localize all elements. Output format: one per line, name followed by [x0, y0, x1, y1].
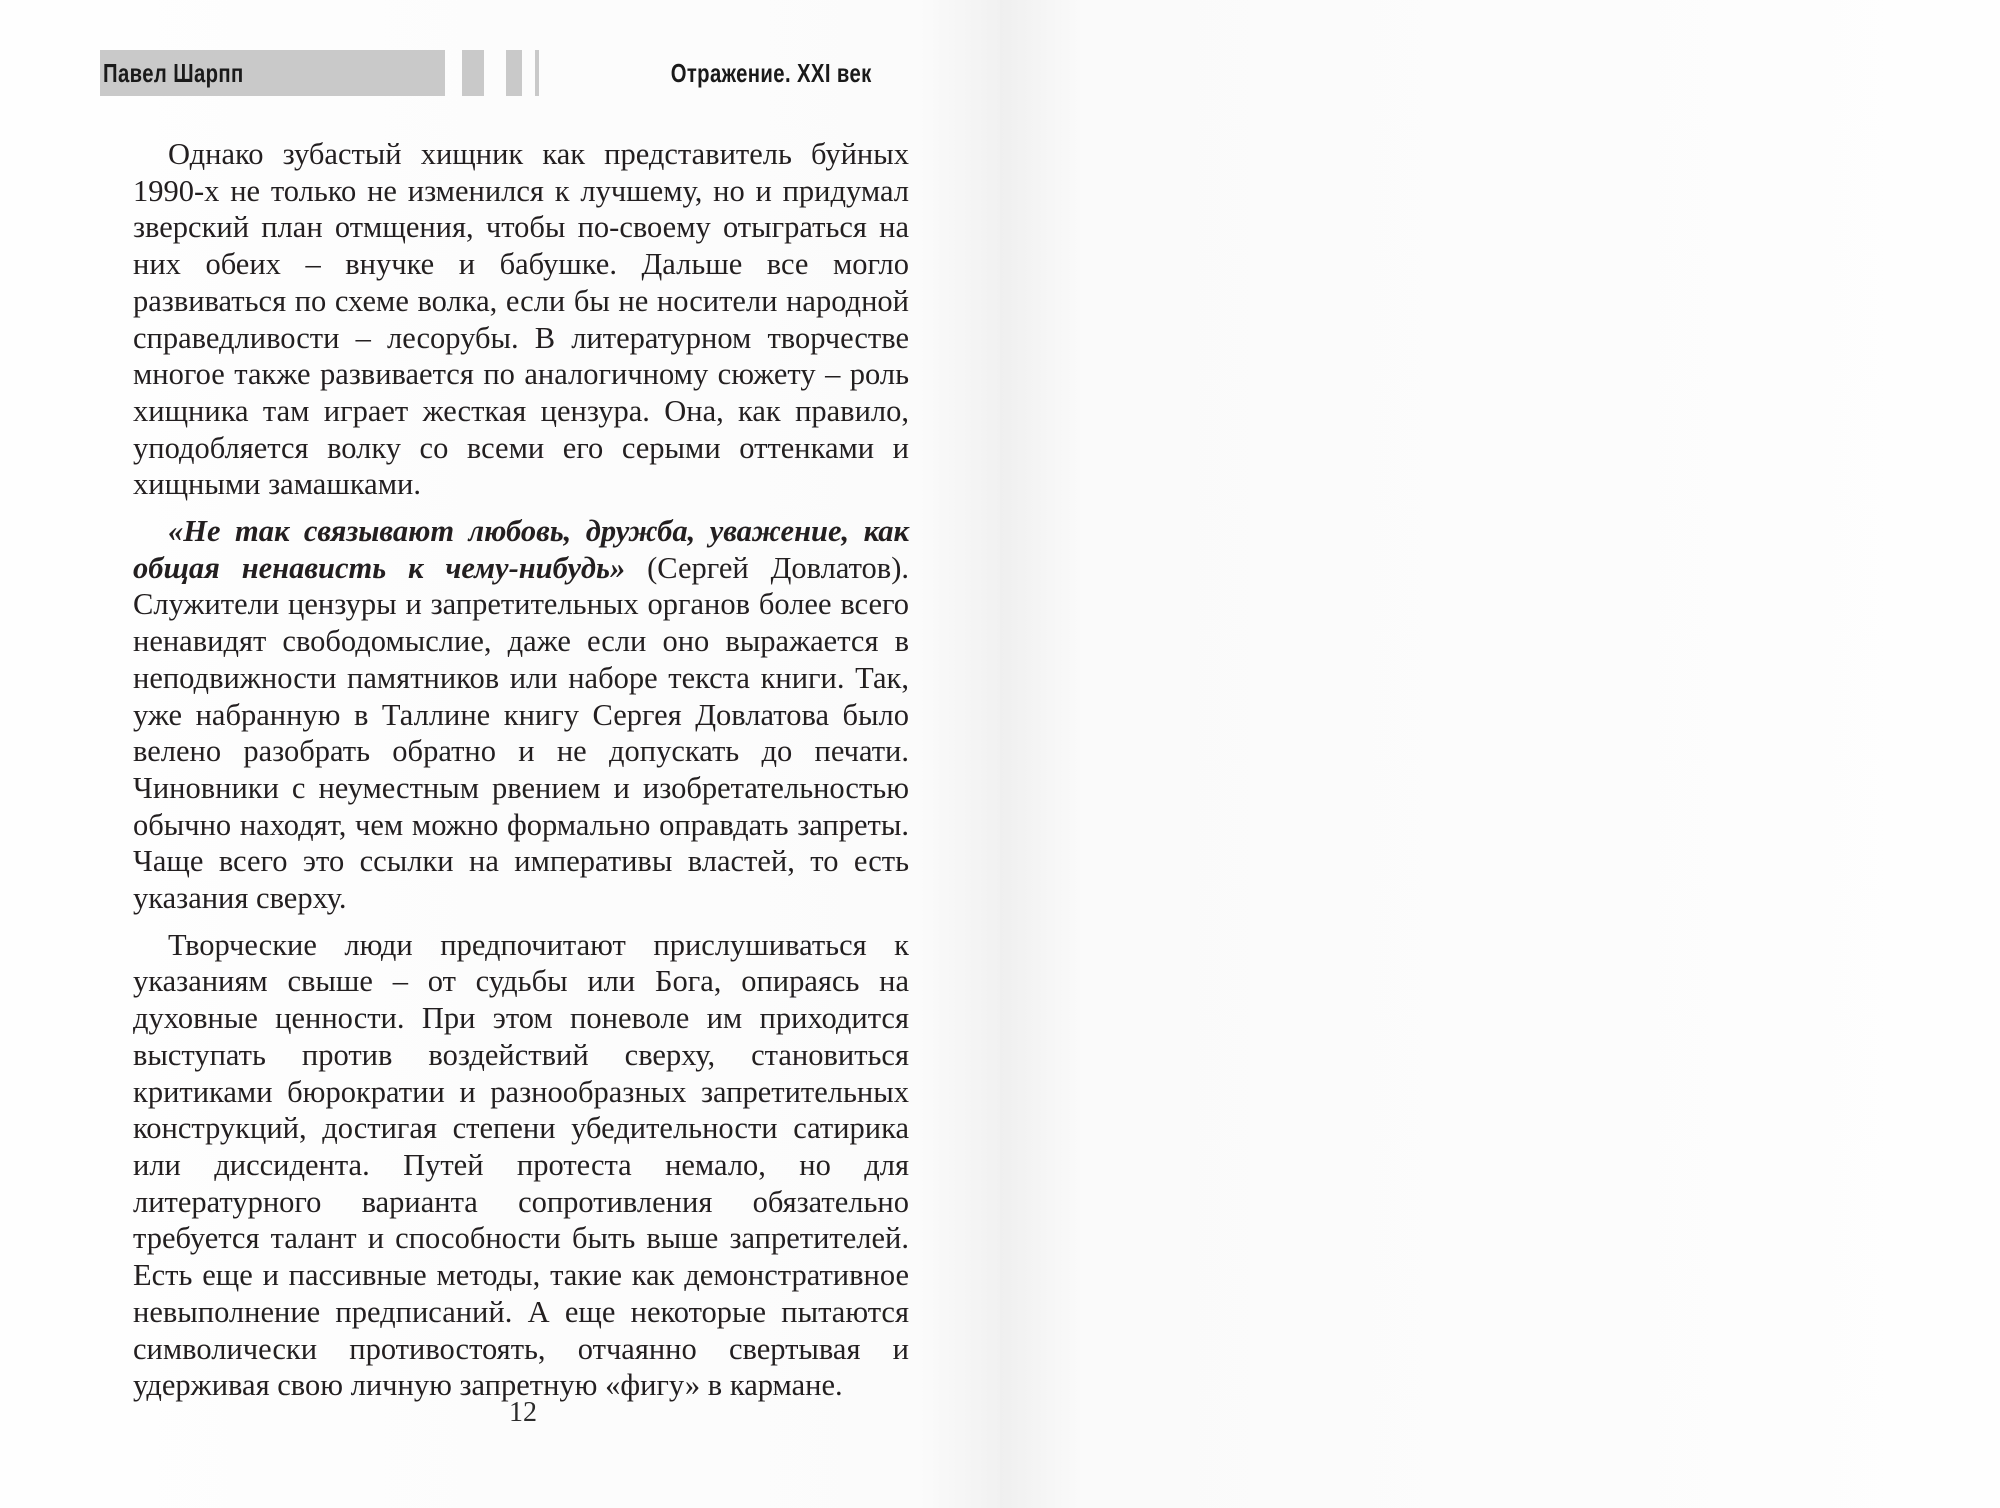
- right-page: [670, 0, 2000, 1508]
- header-stripe-decoration: [506, 50, 522, 96]
- author-name: Павел Шарпп: [103, 58, 244, 88]
- left-page-body: [133, 136, 909, 1404]
- header-stripe-decoration: [462, 50, 484, 96]
- header-stripe-decoration: [535, 50, 539, 96]
- paragraph: [133, 136, 909, 503]
- paragraph: [133, 927, 909, 1404]
- paragraph: [133, 513, 909, 917]
- page-number-left: 12: [509, 1397, 537, 1428]
- text-run: (Сергей Довлатов). Служители цензуры и запретительных органов более всего ненавидят свободомыслие, даже если оно выражается в неподвижности памятников или наборе текста книги. Так, уже набранную в Таллине книгу Сергея Довлатова было велено разобрать обратно и не допускать до печати. Чиновники с неуместным рвением и изобретательностью обычно находят, чем можно формально оправдать запреты. Чаще всего это ссылки на императивы властей, то есть указания сверху.: [133, 550, 909, 916]
- book-title: Отражение. XXI век: [670, 58, 872, 88]
- quote-emphasis: «Не так связывают любовь, дружба, уважение, как общая ненависть к чему-нибудь»: [133, 514, 909, 585]
- text-run: Творческие люди предпочитают прислушиваться к указаниям свыше – от судьбы или Бога, опираясь на духовные ценности. При этом поневоле им приходится выступать против воздействий сверху, становиться критиками бюрократии и разнообразных запретительных конструкций, достигая степени убедительности сатирика или диссидента. Путей протеста немало, но для литературного варианта сопротивления обязательно требуется талант и способности быть выше запретителей. Есть еще и пассивные методы, такие как демонстративное невыполнение предписаний. А еще некоторые пытаются символически противостоять, отчаянно свертывая и удерживая свою личную запретную «фигу» в кармане.: [133, 927, 909, 1403]
- text-run: Однако зубастый хищник как представитель буйных 1990-х не только не изменился к лучшему, но и придумал зверский план отмщения, чтобы по-своему отыграться на них обеих – внучке и бабушке. Дальше все могло развиваться по схеме волка, если бы не носители народной справедливости – лесорубы. В литературном творчестве многое также развивается по аналогичному сюжету – роль хищника там играет жесткая цензура. Она, как правило, уподобляется волку со всеми его серыми оттенками и хищными замашками.: [133, 137, 909, 502]
